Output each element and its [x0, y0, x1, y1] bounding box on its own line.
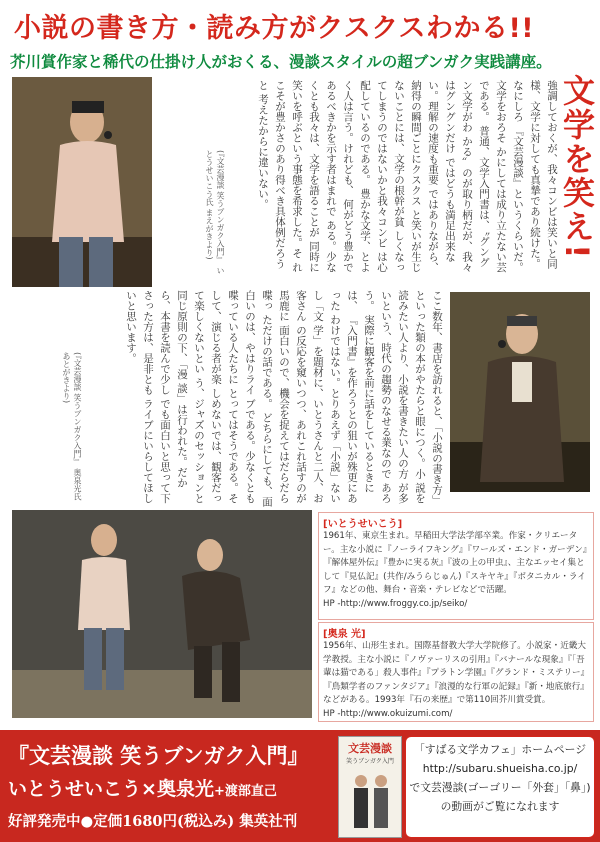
paragraph-line: どちらにしても、面白いのは、やはりライ: [244, 290, 273, 507]
paragraph-line: 談」は行われた。だから、本書を読んで少し: [159, 290, 188, 488]
bio-name: [いとうせいこう]: [323, 519, 403, 530]
bio-homepage[interactable]: HP -http://www.okuizumi.com/: [323, 708, 453, 719]
cover-illustration: [339, 765, 401, 835]
caption-author: いとうせいこう氏 まえがきより): [205, 150, 225, 275]
paragraph-line: かにしては成り立たない芸である。: [478, 80, 507, 273]
photo-okuizumi: [450, 292, 590, 492]
bio-name: [奥泉 光]: [323, 629, 366, 640]
caption-text: (『文芸漫談 笑うブンガク入門』: [73, 352, 82, 466]
paragraph-line: 学」を題材に、いとうさんと二人、お客さん: [295, 290, 324, 504]
paragraph-line: 考えたからに違いない。: [257, 93, 269, 210]
section-title: 文学を笑え!: [558, 74, 596, 261]
bio-ito-seiko: [318, 512, 594, 620]
paragraph-line: れこそが豊かさのあり得べき具体例だろうと: [257, 80, 303, 273]
caption-upper: [200, 150, 226, 280]
paragraph-line: ではどうも満足出来ない。理解の速度も重要: [427, 80, 456, 262]
cover-subtitle: 笑うブンガク入門: [346, 758, 394, 765]
author-okuizumi: 奥泉光: [156, 778, 214, 800]
author-ito: いとうせいこう: [8, 778, 142, 800]
upper-text-block: [230, 80, 560, 276]
info-line: で文芸漫談(ゴーゴリー「外套」「鼻」): [409, 781, 591, 794]
bio-text: 1956年、山形生まれ。国際基督教大学大学院修了。小説家・近畿大学教授。主な小説に『ノヴァーリスの引用』『バナールな現象』『「吾輩は猫である」殺人事件』『プラトン学園』『グランド・ミステリー』『鳥類学者のファンタジア』『浪漫的な行軍の記録』『新・地底旅行』などがある。1993年『石の来歴』で第110回芥川賞受賞。: [323, 641, 589, 705]
bio-homepage[interactable]: HP -http://www.froggy.co.jp/seiko/: [323, 598, 468, 609]
info-line: の動画がご覧になれます: [440, 800, 560, 813]
paragraph-line: あろう。: [363, 290, 392, 504]
author-watanabe: 渡部直己: [224, 784, 277, 799]
paragraph-line: ではありながら、納得の瞬間ごとにクスクス: [410, 80, 439, 273]
paragraph-line: 『入門書』を作ろうとの狙いが殊更にあった: [329, 290, 358, 504]
paragraph-line: ブである。少なくとも喋っている人たちに: [227, 290, 256, 504]
photo-ito-seiko: [12, 77, 152, 287]
paragraph-line: でも面白いと思って下さった方は、是非とも: [142, 290, 171, 504]
paragraph-line: と笑いが生じないことには、文学の根幹が貧: [393, 80, 422, 273]
paragraph-line: しくなってしまうのではないかと我々コンビ: [376, 80, 405, 273]
author-line: [8, 774, 277, 801]
cover-title: 文芸漫談: [348, 742, 392, 755]
times-sign: ×: [141, 778, 157, 800]
headline: 小説の書き方・読み方がクスクスわかる!!: [14, 13, 535, 44]
paragraph-line: ここ数年、書店を訪れると、「小説の書き方」: [431, 290, 443, 506]
paragraph-line: う、ジャズのセッションと同じ原則の下、「漫: [176, 290, 205, 504]
paragraph-line: 強調しておくが、我々コンビは笑いと同様、文学に対しても真摯であり続けた。なにしろ: [512, 80, 558, 269]
bio-text: 1961年、東京生まれ。早稲田大学法学部卒業。作家・クリエーター。主な小説に『ノーライフキング』『ワールズ・エンド・ガーデン』『解体屋外伝』『豊かに実る灰』『波の上の甲虫』、主なエッセイ集として『見仏記』(共作/みうらじゅん)『スキヤキ』『ボタニカル・ライフ』などの他、舞台・音楽・テレビなどで活躍。: [323, 531, 588, 595]
paragraph-line: 何がどう豊かであるべきかを示す者はまれで: [325, 80, 354, 273]
plus-sign: +: [213, 784, 225, 799]
photo-stage-duo: [12, 510, 312, 718]
info-line: 「すばる文学カフェ」ホームページ: [414, 743, 586, 756]
caption-text: (『文芸漫談 笑うブンガク入門』: [216, 150, 225, 264]
paragraph-line: とってはそうである。そして、演じる者が楽: [210, 290, 239, 504]
promo-banner: [0, 730, 600, 842]
paragraph-line: は心配しているのである。: [359, 80, 388, 273]
caption-lower: [55, 352, 83, 502]
paragraph-line: 普通、文学入門書は、〝グングン文学がわ: [461, 80, 490, 268]
paragraph-line: 実際に観客を前に話をしているときには、: [346, 290, 375, 493]
paragraph-line: といった類の本がやたらと眼につく。小: [414, 290, 426, 479]
web-info-box: [405, 736, 595, 838]
paragraph-line: 『文芸漫談』というくらいだ。文学をおろそ: [495, 80, 524, 273]
paragraph-line: 面白いので、機会を捉えてはだらだら喋っ: [261, 290, 290, 504]
lower-text-block: [100, 290, 445, 508]
paragraph-line: かる〟のが取り柄だが、我々はグングンだけ: [444, 80, 473, 273]
paragraph-line: しめないでは、観客だって楽しくないとい: [193, 290, 222, 504]
subline: 芥川賞作家と稀代の仕掛け人がおくる、漫談スタイルの超ブンガク実践講座。: [10, 53, 552, 71]
info-url[interactable]: http://subaru.shueisha.co.jp/: [422, 762, 578, 775]
paragraph-line: ライブにいらしてほしいと思います。: [125, 290, 154, 504]
paragraph-line: 説を読みたい人より、小説を書きたい人の方: [397, 290, 426, 504]
book-cover: [338, 736, 402, 838]
paragraph-line: ある。少なくとも我々は、文学を語ることが: [308, 80, 337, 273]
paragraph-line: 豊かな文学、とよく人は言う。けれども、: [342, 80, 371, 273]
paragraph-line: が多いという、時代の趨勢のなせる業なので: [380, 290, 409, 504]
paragraph-line: の反応を窺いつつ、あれこれ話すのが馬鹿に: [278, 290, 307, 504]
paragraph-line: わけではない。とりあえず「小説」ないし「文: [312, 290, 341, 504]
price-line: 好評発売中●定価1680円(税込み) 集英社刊: [8, 813, 298, 830]
bio-okuizumi: [318, 622, 594, 722]
book-title: 『文芸漫談 笑うブンガク入門』: [8, 743, 309, 768]
paragraph-line: ただけの話である。: [261, 314, 273, 409]
caption-author: 奥泉光氏 あとがきより): [62, 352, 82, 501]
paragraph-line: 同時に笑いを呼ぶという事態を希求した。そ: [291, 80, 320, 273]
